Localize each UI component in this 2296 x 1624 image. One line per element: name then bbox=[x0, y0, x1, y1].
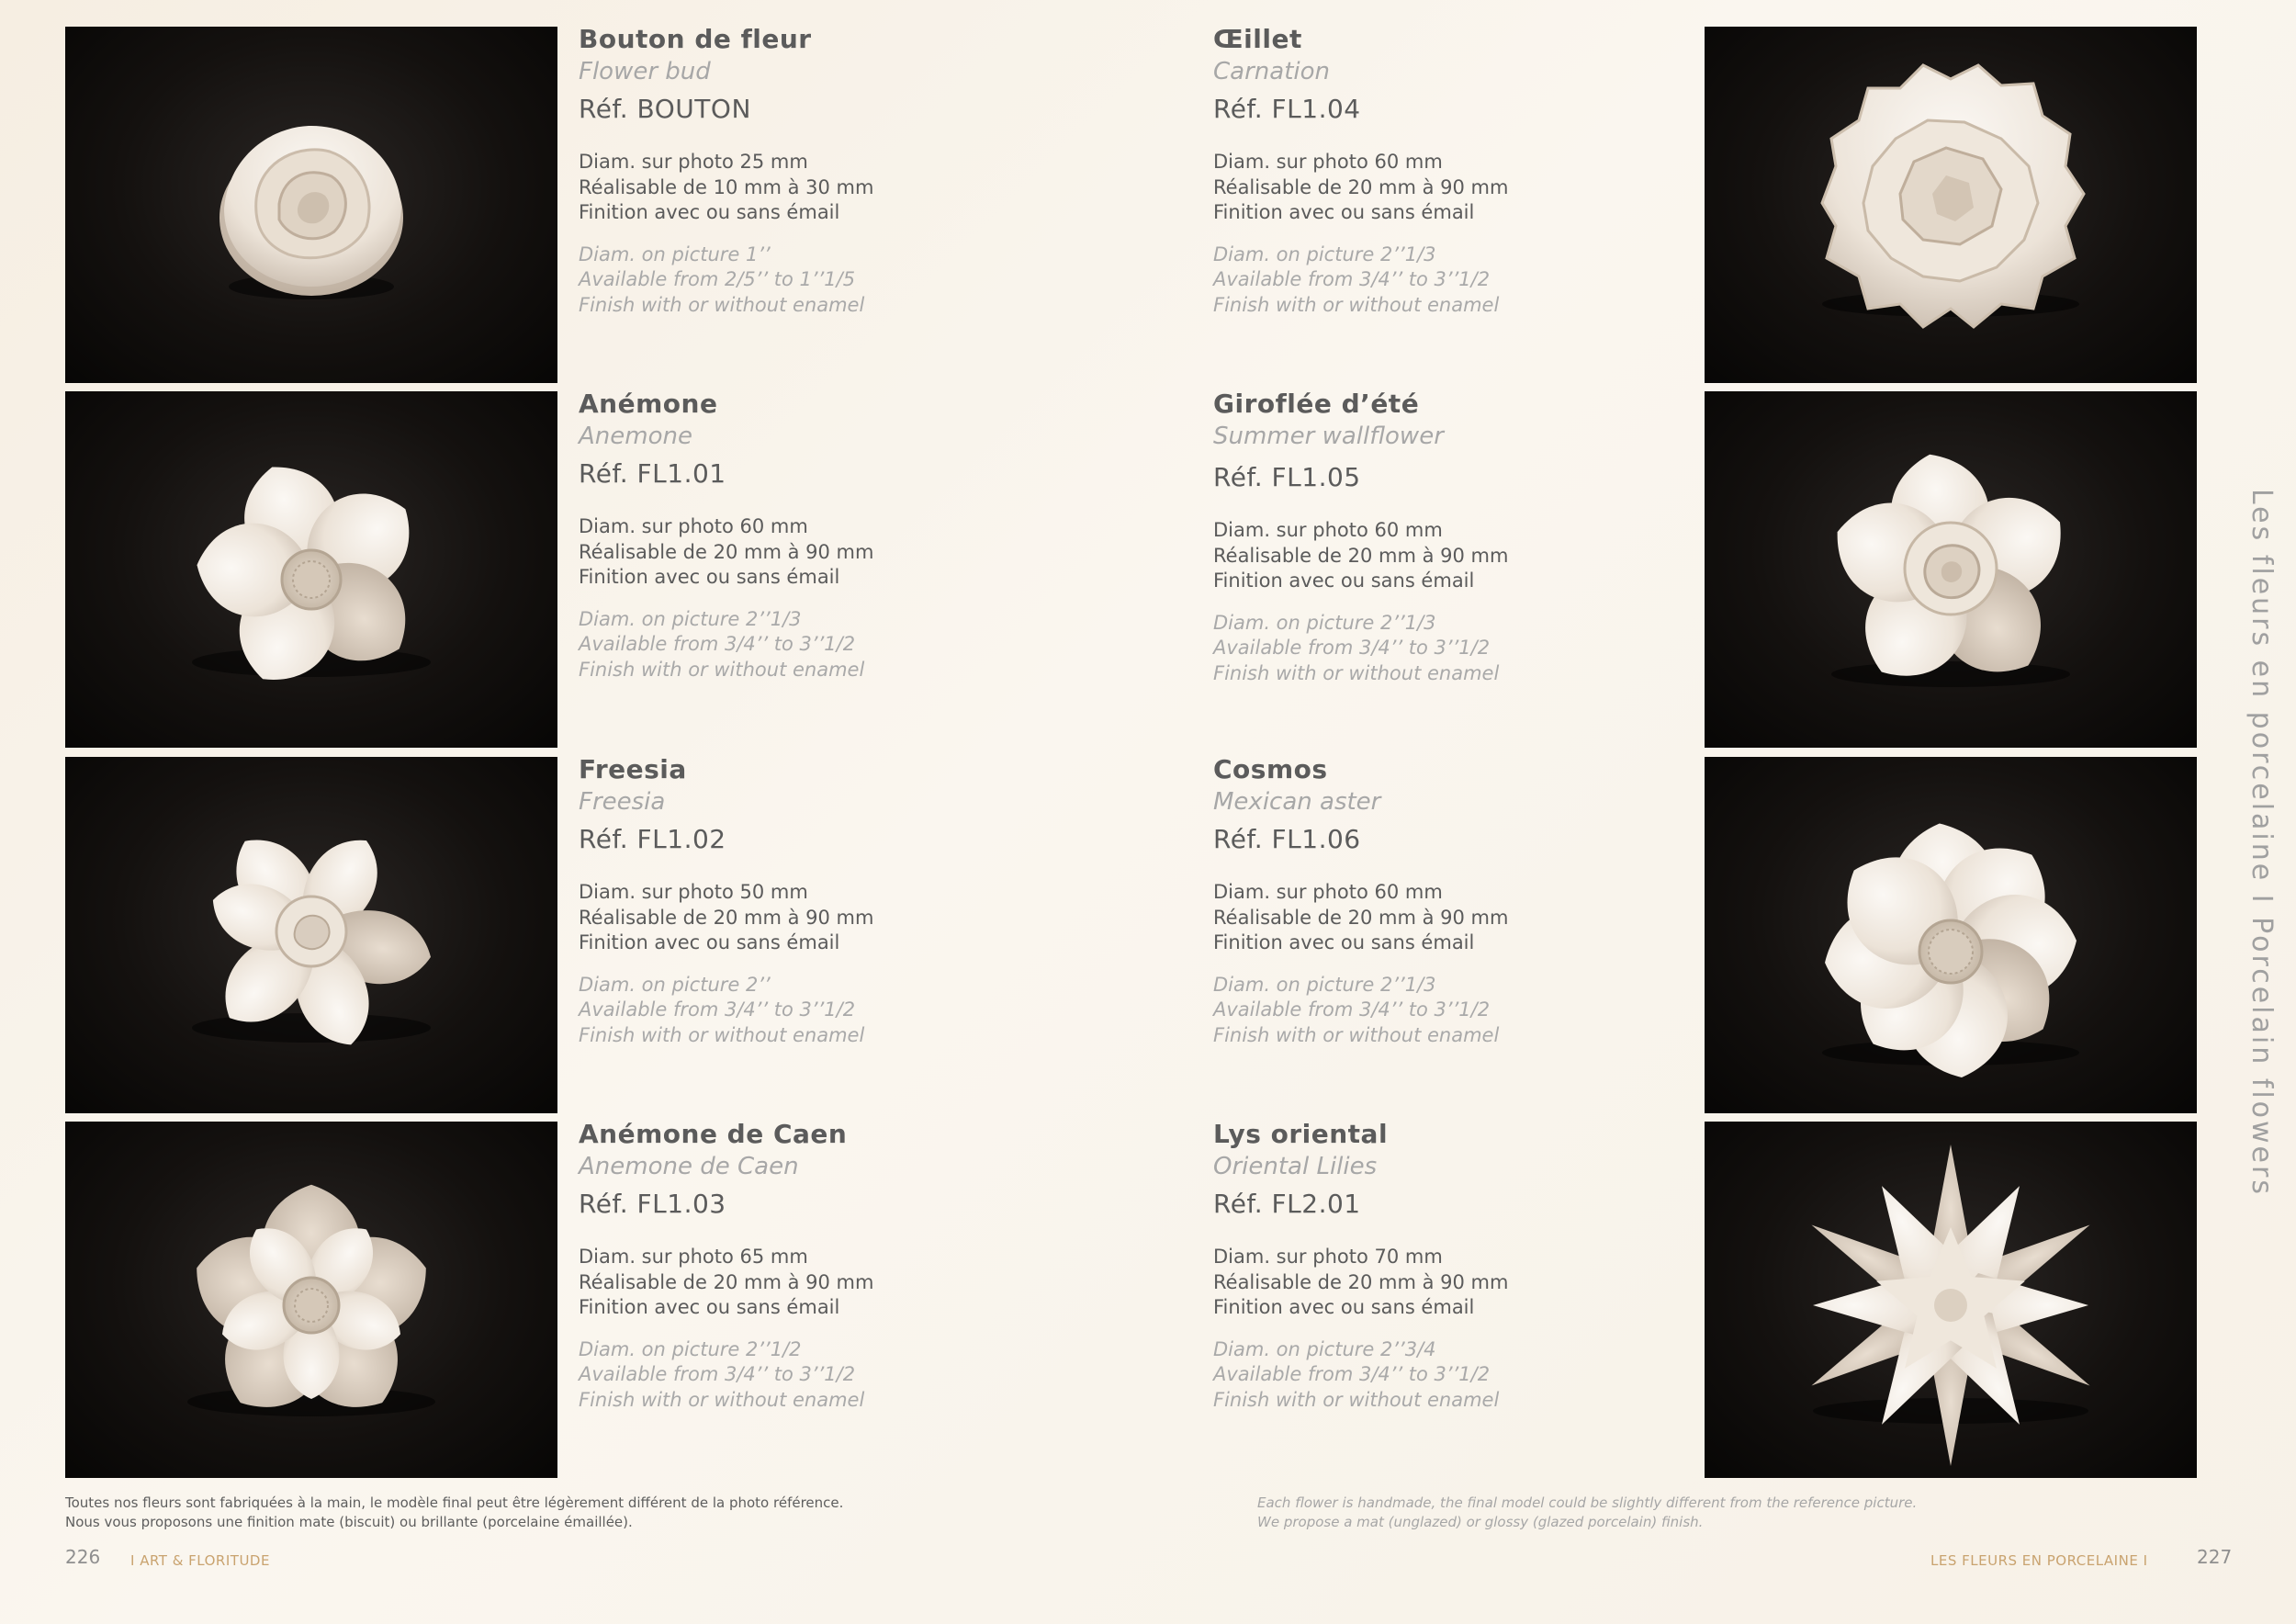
anemone-flower-icon bbox=[65, 391, 557, 748]
flower-details-fr bbox=[579, 1245, 1130, 1321]
flower-reference: Réf. FL1.06 bbox=[1213, 824, 1361, 854]
detail-finish: Finition avec ou sans émail bbox=[1213, 570, 1475, 592]
detail-finish-en: Finish with or without enamel bbox=[579, 1023, 865, 1046]
detail-finish: Finition avec ou sans émail bbox=[1213, 1296, 1475, 1318]
anemone-photo bbox=[65, 391, 557, 748]
flower-details-fr bbox=[1213, 150, 1764, 226]
right-page bbox=[1148, 0, 2296, 1624]
detail-diameter-en: Diam. on picture 2’’1/3 bbox=[1213, 973, 1436, 996]
flower-name-fr: Lys oriental bbox=[1213, 1119, 1389, 1149]
detail-finish-en: Finish with or without enamel bbox=[579, 658, 865, 681]
detail-finish: Finition avec ou sans émail bbox=[579, 1296, 840, 1318]
detail-finish: Finition avec ou sans émail bbox=[1213, 201, 1475, 223]
detail-range-en: Available from 2/5’’ to 1’’1/5 bbox=[579, 268, 856, 290]
detail-range-en: Available from 3/4’’ to 3’’1/2 bbox=[1213, 637, 1491, 659]
carnation-photo bbox=[1705, 27, 2197, 383]
detail-range-en: Available from 3/4’’ to 3’’1/2 bbox=[1213, 998, 1491, 1021]
detail-range-en: Available from 3/4’’ to 3’’1/2 bbox=[1213, 1363, 1491, 1385]
flower-name-en: Flower bud bbox=[579, 58, 711, 85]
detail-diameter-en: Diam. on picture 2’’1/3 bbox=[1213, 611, 1436, 634]
detail-finish-en: Finish with or without enamel bbox=[1213, 661, 1500, 684]
detail-finish-en: Finish with or without enamel bbox=[1213, 1388, 1500, 1411]
freesia-photo bbox=[65, 757, 557, 1113]
flower-name-en: Mexican aster bbox=[1213, 788, 1381, 816]
flower-details-en bbox=[1213, 242, 1764, 319]
cosmos-photo bbox=[1705, 757, 2197, 1113]
page-number: 227 bbox=[2197, 1546, 2233, 1568]
detail-finish-en: Finish with or without enamel bbox=[1213, 293, 1500, 316]
detail-diameter: Diam. sur photo 25 mm bbox=[579, 151, 808, 173]
flower-reference: Réf. FL1.02 bbox=[579, 824, 726, 854]
flower-details-en bbox=[579, 973, 1130, 1049]
flower-info-lys-oriental bbox=[1213, 1118, 1764, 1413]
flower-reference: Réf. FL2.01 bbox=[1213, 1189, 1361, 1219]
anemone-de-caen-flower-icon bbox=[65, 1122, 557, 1478]
carnation-flower-icon bbox=[1705, 27, 2197, 383]
flower-name-en: Summer wallflower bbox=[1213, 423, 1444, 450]
detail-diameter-en: Diam. on picture 2’’1/2 bbox=[579, 1337, 802, 1360]
oriental-lilies-photo bbox=[1705, 1122, 2197, 1478]
detail-finish: Finition avec ou sans émail bbox=[1213, 931, 1475, 953]
flower-info-bouton bbox=[579, 23, 1130, 318]
detail-range: Réalisable de 10 mm à 30 mm bbox=[579, 175, 874, 198]
flower-reference: Réf. FL1.03 bbox=[579, 1189, 726, 1219]
flower-name-en: Carnation bbox=[1213, 58, 1330, 85]
flower-name-en: Freesia bbox=[579, 788, 666, 816]
detail-range-en: Available from 3/4’’ to 3’’1/2 bbox=[1213, 268, 1491, 290]
detail-finish-en: Finish with or without enamel bbox=[1213, 1023, 1500, 1046]
detail-range: Réalisable de 20 mm à 90 mm bbox=[1213, 175, 1509, 198]
detail-diameter-en: Diam. on picture 2’’ bbox=[579, 973, 771, 996]
flower-details-fr bbox=[1213, 880, 1764, 956]
page-number: 226 bbox=[65, 1546, 101, 1568]
detail-range-en: Available from 3/4’’ to 3’’1/2 bbox=[579, 633, 856, 655]
detail-diameter-en: Diam. on picture 2’’1/3 bbox=[1213, 242, 1436, 265]
flower-details-fr bbox=[579, 514, 1130, 591]
handmade-note-fr bbox=[65, 1494, 843, 1532]
detail-finish: Finition avec ou sans émail bbox=[579, 201, 840, 223]
flower-details-en bbox=[579, 1337, 1130, 1414]
detail-finish-en: Finish with or without enamel bbox=[579, 1388, 865, 1411]
flower-reference: Réf. FL1.05 bbox=[1213, 462, 1361, 492]
detail-diameter: Diam. sur photo 60 mm bbox=[1213, 151, 1443, 173]
detail-range: Réalisable de 20 mm à 90 mm bbox=[579, 540, 874, 563]
summer-wallflower-photo bbox=[1705, 391, 2197, 748]
note-line: We propose a mat (unglazed) or glossy (glazed porcelain) finish. bbox=[1257, 1514, 1704, 1530]
detail-range-en: Available from 3/4’’ to 3’’1/2 bbox=[579, 998, 856, 1021]
flower-details-en bbox=[579, 242, 1130, 319]
flower-name-fr: Anémone bbox=[579, 389, 718, 419]
rose-bud-icon bbox=[65, 27, 557, 383]
wallflower-rose-icon bbox=[1705, 391, 2197, 748]
flower-details-fr bbox=[1213, 1245, 1764, 1321]
detail-finish: Finition avec ou sans émail bbox=[579, 566, 840, 588]
freesia-flower-icon bbox=[65, 757, 557, 1113]
flower-name-fr: Œillet bbox=[1213, 24, 1302, 54]
detail-diameter: Diam. sur photo 60 mm bbox=[1213, 881, 1443, 903]
flower-details-en bbox=[1213, 973, 1764, 1049]
detail-range: Réalisable de 20 mm à 90 mm bbox=[579, 906, 874, 929]
detail-diameter-en: Diam. on picture 2’’3/4 bbox=[1213, 1337, 1436, 1360]
handmade-note-en bbox=[1257, 1494, 1917, 1532]
flower-details-en bbox=[1213, 611, 1764, 687]
flower-info-oeillet bbox=[1213, 23, 1764, 318]
anemone-de-caen-photo bbox=[65, 1122, 557, 1478]
detail-range: Réalisable de 20 mm à 90 mm bbox=[579, 1270, 874, 1293]
detail-diameter: Diam. sur photo 60 mm bbox=[1213, 519, 1443, 541]
cosmos-flower-icon bbox=[1705, 757, 2197, 1113]
flower-details-en bbox=[579, 607, 1130, 683]
flower-details-fr bbox=[579, 150, 1130, 226]
flower-name-fr: Giroflée d’été bbox=[1213, 389, 1420, 419]
detail-diameter: Diam. sur photo 65 mm bbox=[579, 1246, 808, 1268]
detail-range: Réalisable de 20 mm à 90 mm bbox=[1213, 906, 1509, 929]
detail-finish: Finition avec ou sans émail bbox=[579, 931, 840, 953]
detail-diameter-en: Diam. on picture 1’’ bbox=[579, 242, 771, 265]
detail-diameter: Diam. sur photo 60 mm bbox=[579, 515, 808, 537]
note-line: Toutes nos fleurs sont fabriquées à la main, le modèle final peut être légèrement différent de la photo référence. bbox=[65, 1494, 844, 1511]
flower-name-fr: Bouton de fleur bbox=[579, 24, 812, 54]
detail-diameter: Diam. sur photo 70 mm bbox=[1213, 1246, 1443, 1268]
detail-range: Réalisable de 20 mm à 90 mm bbox=[1213, 1270, 1509, 1293]
flower-info-anemone bbox=[579, 388, 1130, 682]
detail-diameter-en: Diam. on picture 2’’1/3 bbox=[579, 607, 802, 630]
flower-name-fr: Anémone de Caen bbox=[579, 1119, 848, 1149]
detail-diameter: Diam. sur photo 50 mm bbox=[579, 881, 808, 903]
flower-details-en bbox=[1213, 1337, 1764, 1414]
detail-range-en: Available from 3/4’’ to 3’’1/2 bbox=[579, 1363, 856, 1385]
running-title: I ART & FLORITUDE bbox=[130, 1552, 270, 1569]
running-title: LES FLEURS EN PORCELAINE I bbox=[1930, 1552, 2148, 1569]
flower-bud-photo bbox=[65, 27, 557, 383]
flower-reference: Réf. FL1.04 bbox=[1213, 94, 1361, 124]
flower-name-fr: Cosmos bbox=[1213, 754, 1328, 784]
flower-info-freesia bbox=[579, 753, 1130, 1048]
flower-info-cosmos bbox=[1213, 753, 1764, 1048]
flower-info-giroflee bbox=[1213, 388, 1764, 686]
detail-finish-en: Finish with or without enamel bbox=[579, 293, 865, 316]
lily-flower-icon bbox=[1705, 1122, 2197, 1478]
flower-name-en: Anemone de Caen bbox=[579, 1153, 799, 1180]
flower-name-en: Oriental Lilies bbox=[1213, 1153, 1378, 1180]
note-line: Each flower is handmade, the final model could be slightly different from the reference picture. bbox=[1257, 1494, 1918, 1511]
flower-name-en: Anemone bbox=[579, 423, 692, 450]
flower-details-fr bbox=[1213, 518, 1764, 594]
flower-reference: Réf. FL1.01 bbox=[579, 458, 726, 489]
flower-info-anemone-de-caen bbox=[579, 1118, 1130, 1413]
flower-name-fr: Freesia bbox=[579, 754, 687, 784]
flower-details-fr bbox=[579, 880, 1130, 956]
note-line: Nous vous proposons une finition mate (biscuit) ou brillante (porcelaine émaillée). bbox=[65, 1514, 633, 1530]
flower-reference: Réf. BOUTON bbox=[579, 94, 751, 124]
detail-range: Réalisable de 20 mm à 90 mm bbox=[1213, 544, 1509, 567]
vertical-section-title: Les fleurs en porcelaine I Porcelain flowers bbox=[2245, 489, 2278, 1197]
